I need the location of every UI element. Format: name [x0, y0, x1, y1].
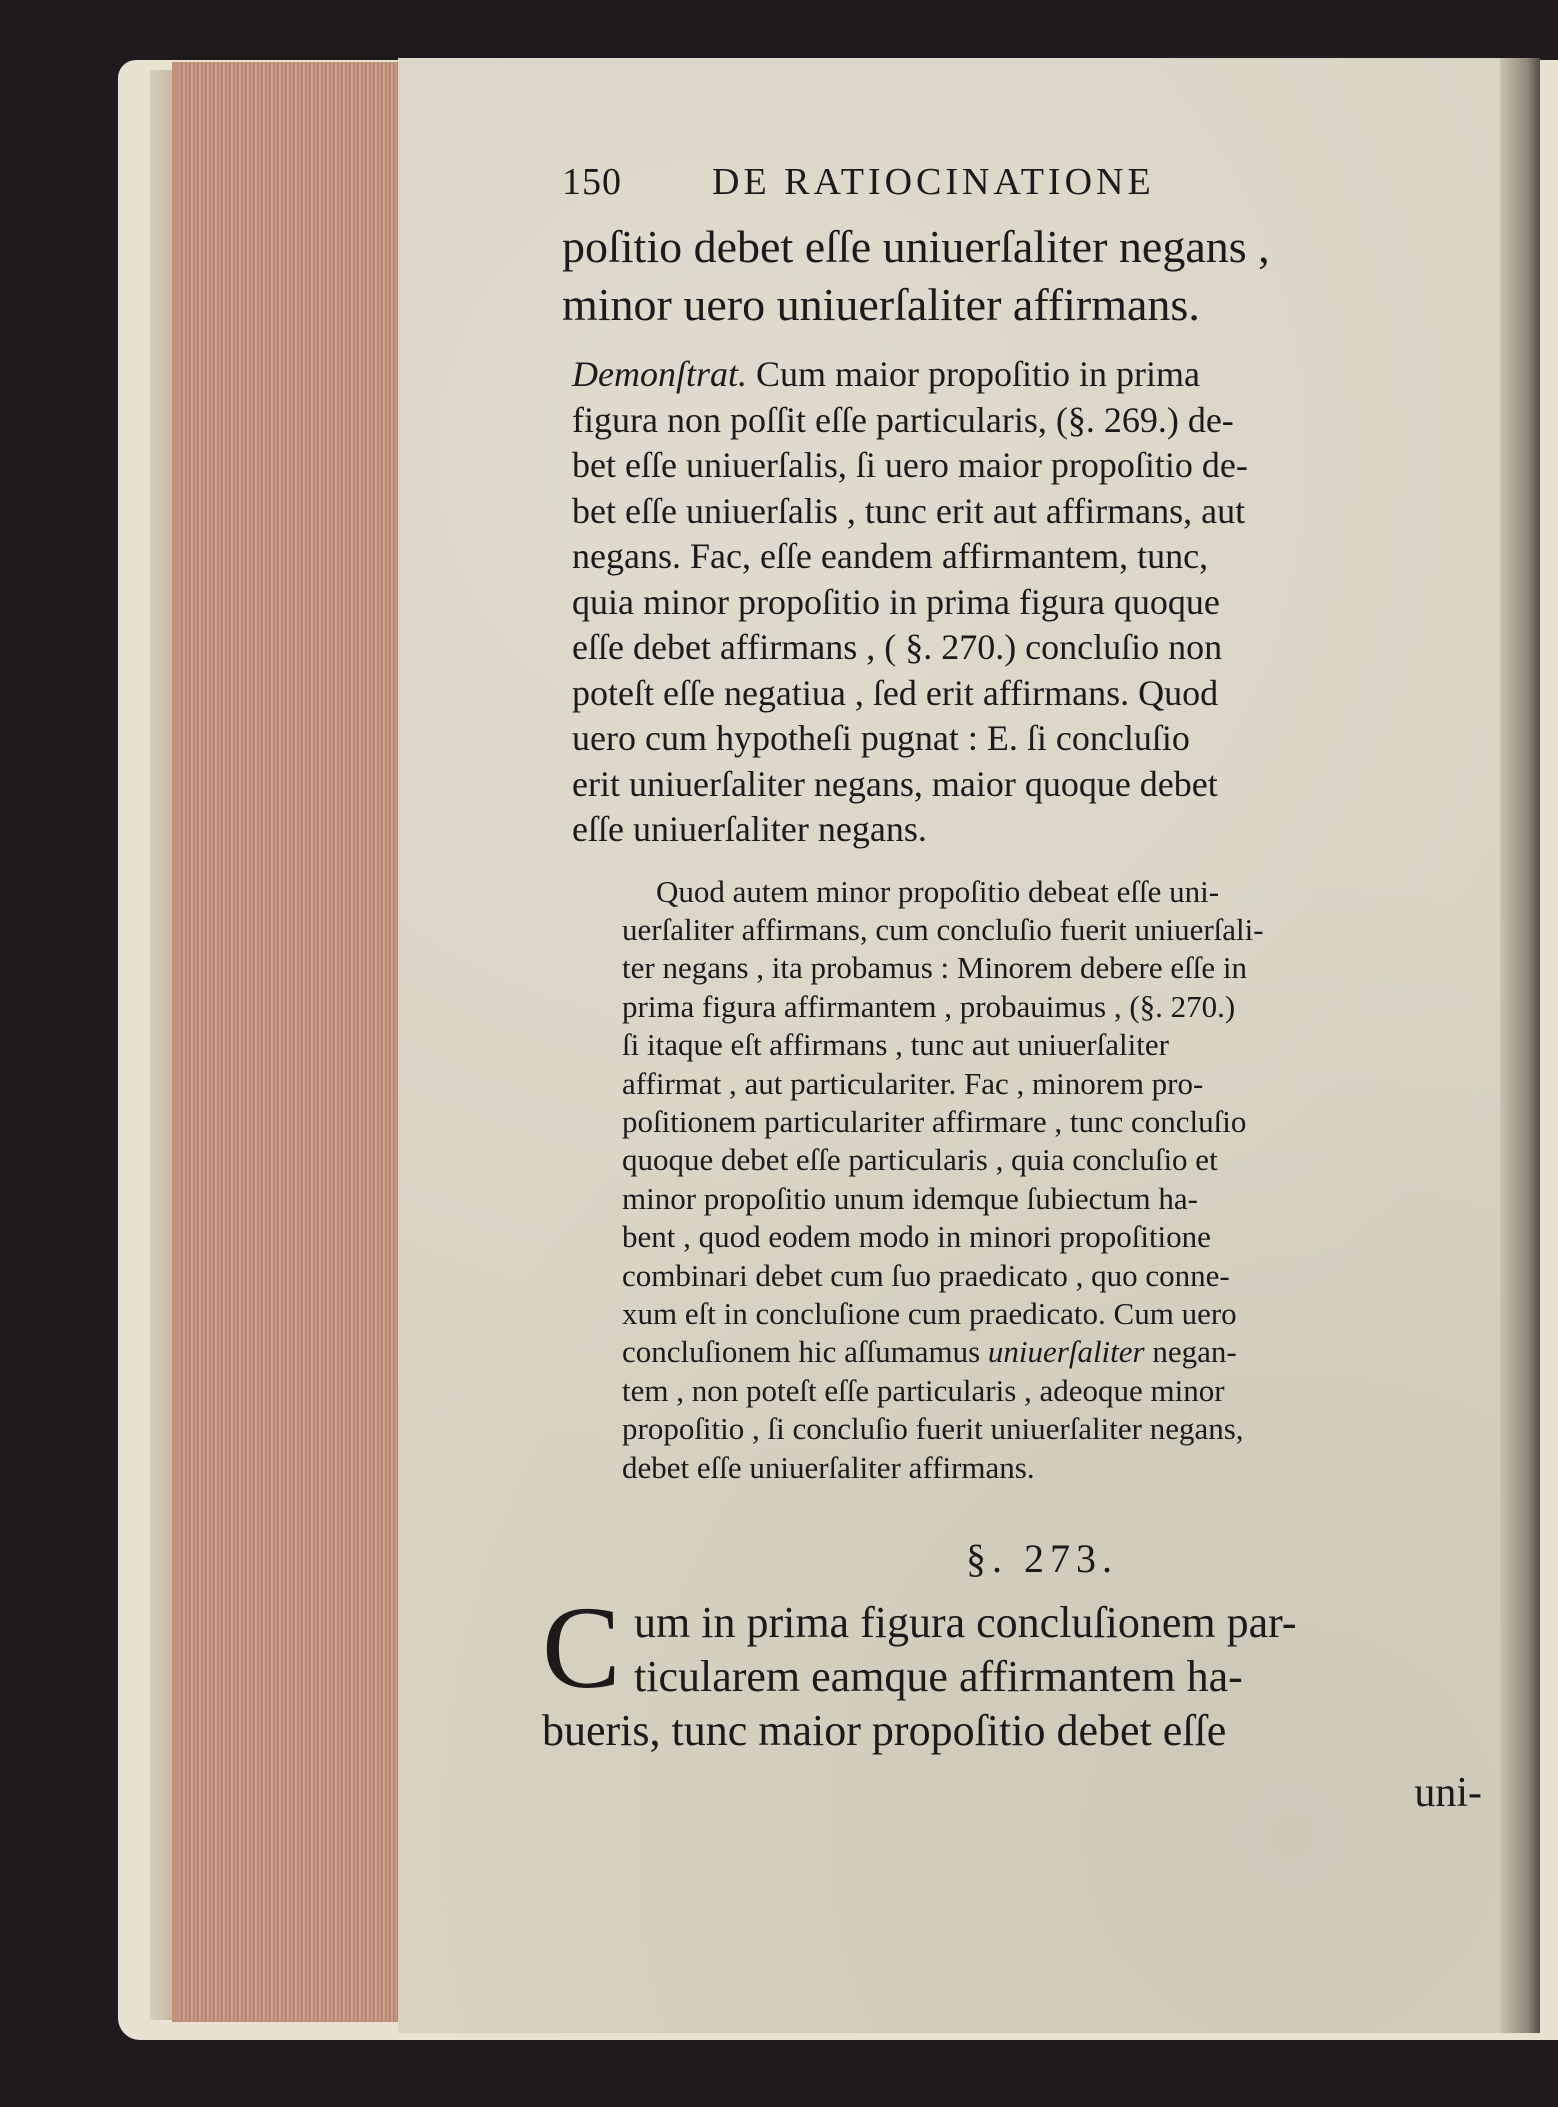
text-line: quoque debet eſſe particularis , quia concluſio et	[622, 1142, 1218, 1178]
demonstration-lead: Demonſtrat.	[572, 354, 747, 394]
running-header	[562, 160, 1482, 218]
text-line: bet eſſe uniuerſalis, ſi uero maior propoſitio de-	[572, 445, 1248, 485]
page-number: 150	[562, 161, 622, 203]
text-line: negans. Fac, eſſe eandem affirmantem, tunc,	[572, 536, 1209, 576]
final-paragraph	[542, 1582, 1482, 1820]
italic-emphasis: uniuerſaliter	[987, 1334, 1145, 1370]
text-line: eſſe debet affirmans , ( §. 270.) concluſio non	[572, 627, 1223, 667]
text-line: prima figura affirmantem , probauimus , (§. 270.)	[622, 988, 1236, 1024]
text-line: poteſt eſſe negatiua , ſed erit affirmans. Quod	[572, 672, 1219, 713]
text-line: uero cum hypotheſi pugnat : E. ſi concluſio	[572, 718, 1190, 758]
section-heading: §. 273.	[966, 1536, 1118, 1581]
text-line: xum eſt in concluſione cum praedicato. Cum uero	[622, 1295, 1237, 1331]
running-title: DE RATIOCINATIONE	[712, 161, 1155, 203]
text-line: Quod autem minor propoſitio debeat eſſe uni-	[656, 873, 1220, 909]
text-line: figura non poſſit eſſe particularis, (§. 269.) de-	[572, 399, 1234, 440]
book-gutter	[1500, 58, 1540, 2033]
page-text	[542, 160, 1482, 1820]
text-line: debet eſſe uniuerſaliter affirmans.	[622, 1449, 1035, 1485]
text-line	[622, 1333, 1482, 1371]
text-line: ticularem eamque affirmantem ha-	[634, 1652, 1243, 1701]
text-line: bueris, tunc maior propoſitio debet eſſe	[542, 1706, 1227, 1755]
text-line	[572, 352, 1482, 398]
text-line: poſitio debet eſſe uniuerſaliter negans ,	[562, 221, 1270, 272]
page-fore-edge	[172, 62, 406, 2022]
catchword: uni-	[1414, 1770, 1482, 1816]
text-line: ſi itaque eſt affirmans , tunc aut uniuerſaliter	[622, 1027, 1169, 1063]
text-line: bent , quod eodem modo in minori propoſitione	[622, 1219, 1211, 1255]
demonstration-paragraph	[572, 352, 1482, 853]
text-line: bet eſſe uniuerſalis , tunc erit aut affirmans, aut	[572, 490, 1246, 531]
text-line: minor propoſitio unum idemque ſubiectum ha-	[622, 1180, 1198, 1216]
text-line: quia minor propoſitio in prima figura quoque	[572, 581, 1220, 622]
text-line: eſſe uniuerſaliter negans.	[572, 809, 927, 849]
text-line: um in prima figura concluſionem par-	[634, 1598, 1297, 1647]
text-line: poſitionem particulariter affirmare , tunc concluſio	[622, 1103, 1247, 1139]
text-fragment: negan-	[1152, 1334, 1237, 1370]
text-line: combinari debet cum ſuo praedicato , quo conne-	[622, 1257, 1230, 1293]
text-line: uerſaliter affirmans, cum concluſio fuerit uniuerſali-	[622, 911, 1264, 947]
text-line: minor uero uniuerſaliter affirmans.	[562, 279, 1200, 330]
text-line: propoſitio , ſi concluſio fuerit uniuerſaliter negans,	[622, 1411, 1244, 1447]
text-line: affirmat , aut particulariter. Fac , minorem pro-	[622, 1065, 1204, 1101]
text-line: tem , non poteſt eſſe particularis , adeoque minor	[622, 1372, 1225, 1408]
text-line: erit uniuerſaliter negans, maior quoque debet	[572, 763, 1218, 804]
note-paragraph	[622, 873, 1482, 1488]
drop-cap: C	[542, 1582, 621, 1713]
text-fragment: concluſionem hic aſſumamus	[622, 1334, 981, 1370]
text-line: ter negans , ita probamus : Minorem debere eſſe in	[622, 950, 1247, 986]
text-fragment: Cum maior propoſitio in prima	[756, 354, 1200, 394]
opening-lines	[562, 218, 1482, 334]
